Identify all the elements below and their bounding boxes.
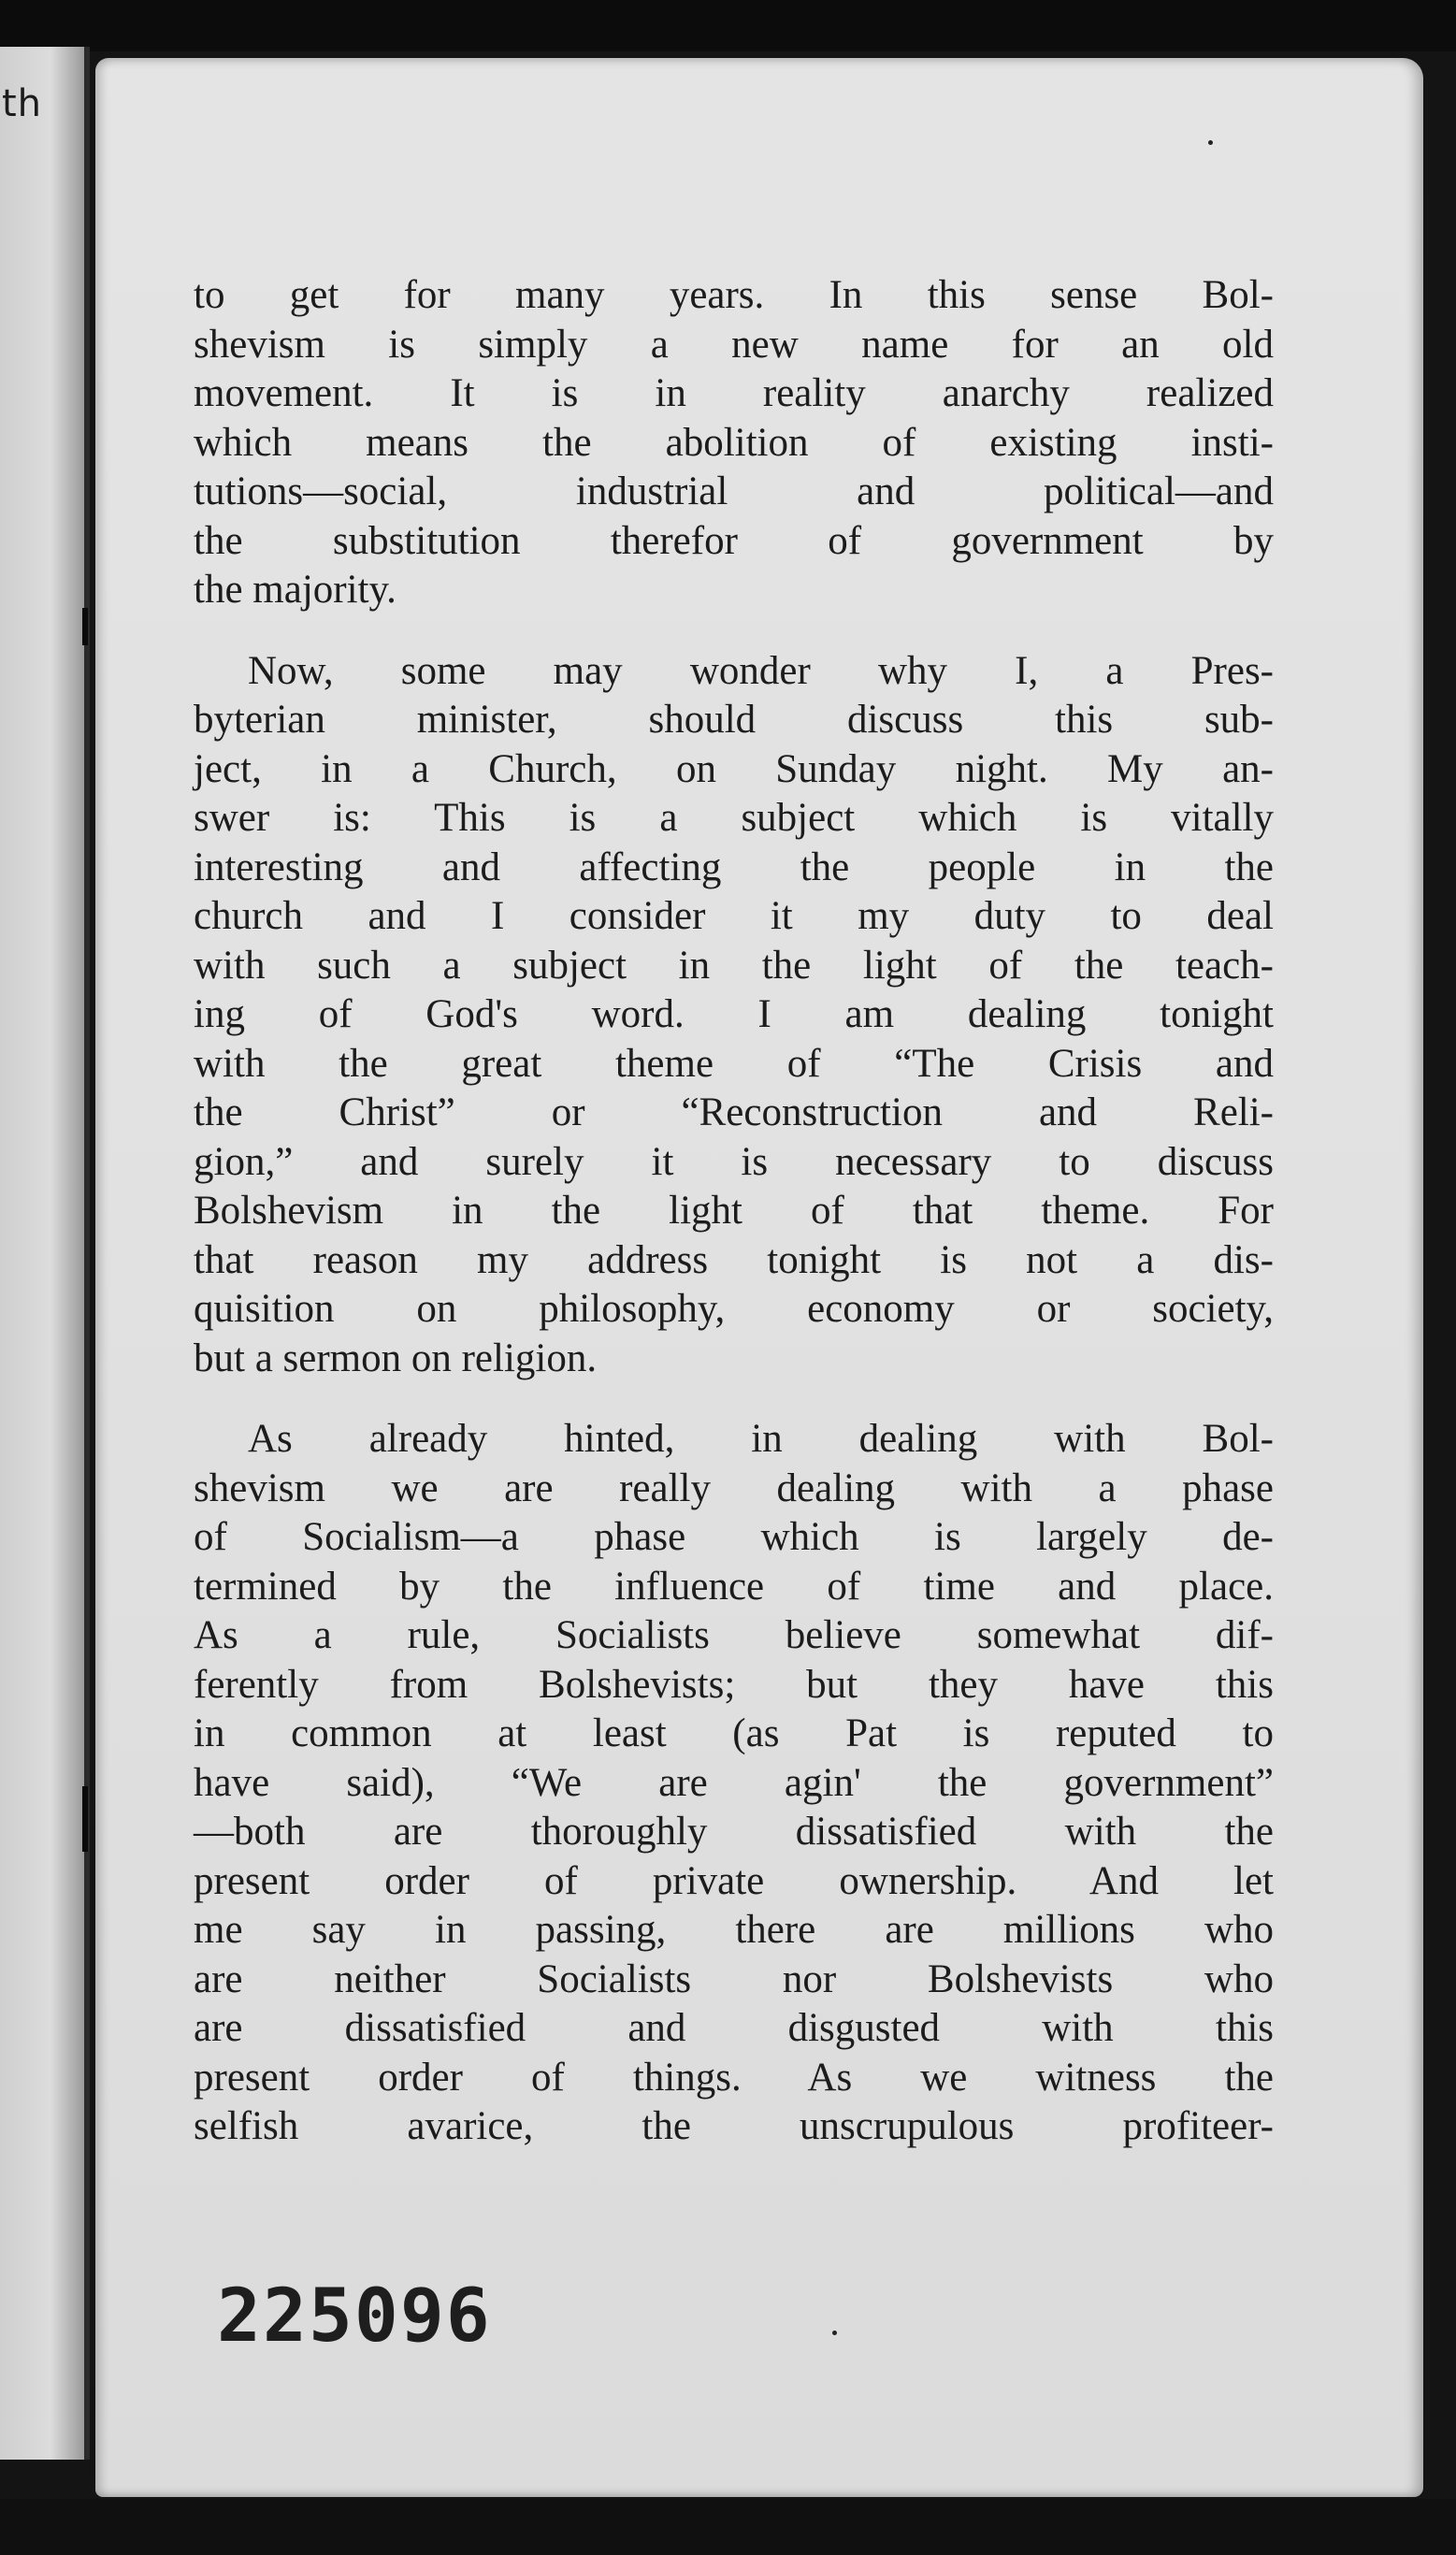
text-line: that reason my address tonight is not a dis- <box>194 1237 1274 1282</box>
text-line: Now, some may wonder why I, a Pres- <box>248 648 1274 693</box>
facing-page-fragment <box>0 47 90 2460</box>
facing-page-text: th <box>2 82 43 125</box>
text-line: which means the abolition of existing insti- <box>194 420 1274 465</box>
text-line: the majority. <box>194 568 396 612</box>
text-line: ferently from Bolshevists; but they have this <box>194 1662 1274 1707</box>
text-line: are dissatisfied and disgusted with this <box>194 2006 1274 2050</box>
text-line: tutions—social, industrial and political—and <box>194 469 1274 513</box>
text-line: present order of private ownership. And let <box>194 1858 1274 1903</box>
speck-mark <box>1208 140 1213 145</box>
paragraph-gap <box>194 615 1274 647</box>
text-line: swer is: This is a subject which is vitally <box>194 796 1274 840</box>
text-line: the substitution therefor of government by <box>194 518 1274 563</box>
text-line: of Socialism—a phase which is largely de- <box>194 1515 1274 1559</box>
text-line: selfish avarice, the unscrupulous profiteer- <box>194 2104 1274 2148</box>
scan-bottom-border <box>0 2499 1456 2555</box>
text-line: with such a subject in the light of the teach- <box>194 943 1274 988</box>
paragraph-2 <box>194 647 1274 1384</box>
binding-mark <box>82 608 88 645</box>
text-line: me say in passing, there are millions who <box>194 1908 1274 1952</box>
text-line: —both are thoroughly dissatisfied with the <box>194 1810 1274 1854</box>
binding-mark <box>82 1786 88 1852</box>
text-line: the Christ” or “Reconstruction and Reli- <box>194 1090 1274 1134</box>
scan-top-border <box>0 0 1456 51</box>
page-body-text <box>194 271 1274 2152</box>
paragraph-3 <box>194 1415 1274 2152</box>
text-line: ing of God's word. I am dealing tonight <box>194 992 1274 1036</box>
text-line: As a rule, Socialists believe somewhat dif- <box>194 1613 1274 1657</box>
text-line: are neither Socialists nor Bolshevists who <box>194 1956 1274 2001</box>
text-line: but a sermon on religion. <box>194 1335 598 1380</box>
paragraph-gap <box>194 1383 1274 1415</box>
text-line: interesting and affecting the people in the <box>194 844 1274 889</box>
text-line: movement. It is in reality anarchy realized <box>194 371 1274 415</box>
text-line: shevism we are really dealing with a phase <box>194 1465 1274 1510</box>
speck-mark <box>832 2331 837 2335</box>
text-line: termined by the influence of time and place. <box>194 1564 1274 1609</box>
text-line: in common at least (as Pat is reputed to <box>194 1711 1274 1755</box>
text-line: with the great theme of “The Crisis and <box>194 1041 1274 1086</box>
paragraph-1 <box>194 271 1274 615</box>
text-line: As already hinted, in dealing with Bol- <box>248 1417 1274 1461</box>
text-line: ject, in a Church, on Sunday night. My an- <box>194 746 1274 791</box>
text-line: shevism is simply a new name for an old <box>194 322 1274 367</box>
stamped-catalog-number: 225096 <box>217 2274 492 2359</box>
text-line: quisition on philosophy, economy or society, <box>194 1287 1274 1331</box>
text-line: church and I consider it my duty to deal <box>194 894 1274 938</box>
text-line: byterian minister, should discuss this sub- <box>194 698 1274 742</box>
text-line: present order of things. As we witness the <box>194 2055 1274 2100</box>
text-line: to get for many years. In this sense Bol- <box>194 273 1274 317</box>
text-line: have said), “We are agin' the government” <box>194 1760 1274 1805</box>
text-line: gion,” and surely it is necessary to discuss <box>194 1139 1274 1184</box>
text-line: Bolshevism in the light of that theme. For <box>194 1189 1274 1233</box>
